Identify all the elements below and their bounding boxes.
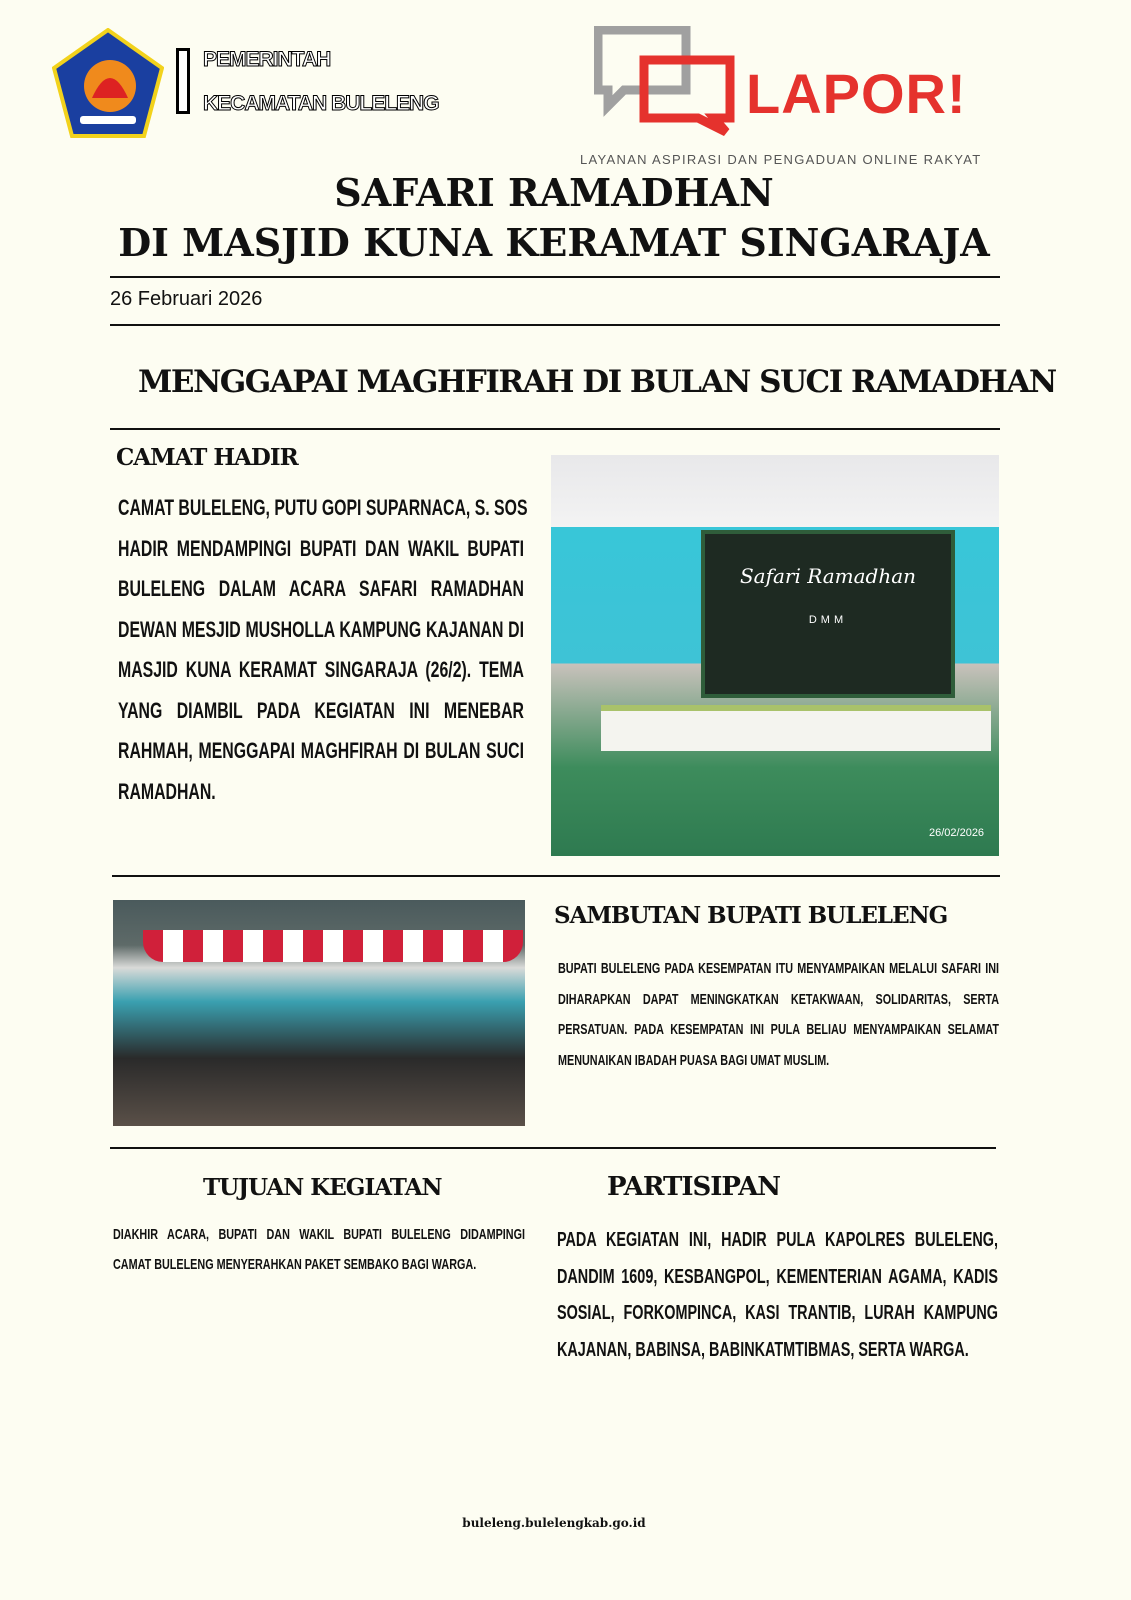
body-line: DEWAN MESJID MUSHOLLA KAMPUNG KAJANAN DI bbox=[118, 616, 524, 642]
body-line: RAHMAH, MENGGAPAI MAGHFIRAH DI BULAN SUCI bbox=[118, 738, 524, 763]
section3-heading: TUJUAN KEGIATAN bbox=[203, 1174, 442, 1201]
photo-timestamp: 26/02/2026 bbox=[929, 827, 985, 839]
title-line2: DI MASJID KUNA KERAMAT SINGARAJA bbox=[118, 220, 990, 265]
gov-line1: PEMERINTAH bbox=[203, 48, 331, 71]
body-line: DIHARAPKAN DAPAT MENINGKATKAN KETAKWAAN, SOLIDARITAS, SERTA bbox=[558, 990, 999, 1008]
body-line: DANDIM 1609, KESBANGPOL, KEMENTERIAN AGAMA, KADIS bbox=[557, 1265, 998, 1288]
section2-heading: SAMBUTAN BUPATI BULELENG bbox=[554, 902, 948, 929]
section2-body bbox=[558, 954, 999, 1076]
body-line: CAMAT BULELENG MENYERAHKAN PAKET SEMBAKO BAGI WARGA. bbox=[113, 1256, 477, 1273]
gov-line2: KECAMATAN BULELENG bbox=[203, 92, 439, 115]
body-line: CAMAT BULELENG, PUTU GOPI SUPARNACA, S. SOS bbox=[118, 495, 528, 520]
divider bbox=[110, 1147, 996, 1149]
section1-heading: CAMAT HADIR bbox=[116, 444, 298, 471]
body-line: PADA KEGIATAN INI, HADIR PULA KAPOLRES BULELENG, bbox=[557, 1229, 998, 1251]
lapor-logo-text: LAPOR! bbox=[746, 62, 967, 125]
banner-sub: DMM bbox=[808, 614, 848, 626]
buleleng-emblem-logo bbox=[52, 28, 164, 138]
divider bbox=[110, 428, 1000, 430]
body-line: HADIR MENDAMPINGI BUPATI DAN WAKIL BUPATI bbox=[118, 535, 524, 561]
footer-url: buleleng.bulelengkab.go.id bbox=[462, 1516, 646, 1530]
body-line: PERSATUAN. PADA KESEMPATAN INI PULA BELIAU MENYAMPAIKAN SELAMAT bbox=[558, 1021, 999, 1038]
safari-ramadhan-banner bbox=[701, 530, 955, 698]
body-line: MENUNAIKAN IBADAH PUASA BAGI UMAT MUSLIM. bbox=[558, 1051, 830, 1069]
body-line: BULELENG DALAM ACARA SAFARI RAMADHAN bbox=[118, 576, 524, 601]
subtitle: MENGGAPAI MAGHFIRAH DI BULAN SUCI RAMADHAN bbox=[138, 364, 1056, 400]
body-line: KAJANAN, BABINSA, BABINKATMTIBMAS, SERTA WARGA. bbox=[557, 1338, 969, 1361]
body-line: BUPATI BULELENG PADA KESEMPATAN ITU MENYAMPAIKAN MELALUI SAFARI INI bbox=[558, 960, 999, 977]
body-line: RAMADHAN. bbox=[118, 778, 216, 804]
section4-heading: PARTISIPAN bbox=[607, 1172, 781, 1202]
date: 26 Februari 2026 bbox=[110, 288, 263, 310]
lapor-tagline: LAYANAN ASPIRASI DAN PENGADUAN ONLINE RAKYAT bbox=[580, 152, 982, 167]
lapor-chat-icon bbox=[594, 26, 739, 136]
body-line: DIAKHIR ACARA, BUPATI DAN WAKIL BUPATI BULELENG DIDAMPINGI bbox=[113, 1226, 525, 1243]
header-bar-icon bbox=[176, 48, 190, 114]
canopy-drape bbox=[143, 930, 523, 962]
title-line1: SAFARI RAMADHAN bbox=[334, 170, 774, 215]
body-line: MASJID KUNA KERAMAT SINGARAJA (26/2). TEMA bbox=[118, 657, 524, 682]
section1-body bbox=[118, 488, 528, 812]
divider bbox=[112, 875, 1000, 877]
body-line: SOSIAL, FORKOMPINCA, KASI TRANTIB, LURAH KAMPUNG bbox=[557, 1302, 998, 1324]
body-line: YANG DIAMBIL PADA KEGIATAN INI MENEBAR bbox=[118, 697, 524, 723]
table bbox=[601, 705, 991, 751]
event-photo-stage bbox=[551, 455, 999, 856]
section4-body bbox=[557, 1222, 998, 1368]
divider bbox=[110, 324, 1000, 326]
event-photo-group bbox=[113, 900, 525, 1126]
banner-title: Safari Ramadhan bbox=[739, 564, 917, 588]
divider bbox=[110, 276, 1000, 278]
section3-body bbox=[113, 1220, 525, 1280]
